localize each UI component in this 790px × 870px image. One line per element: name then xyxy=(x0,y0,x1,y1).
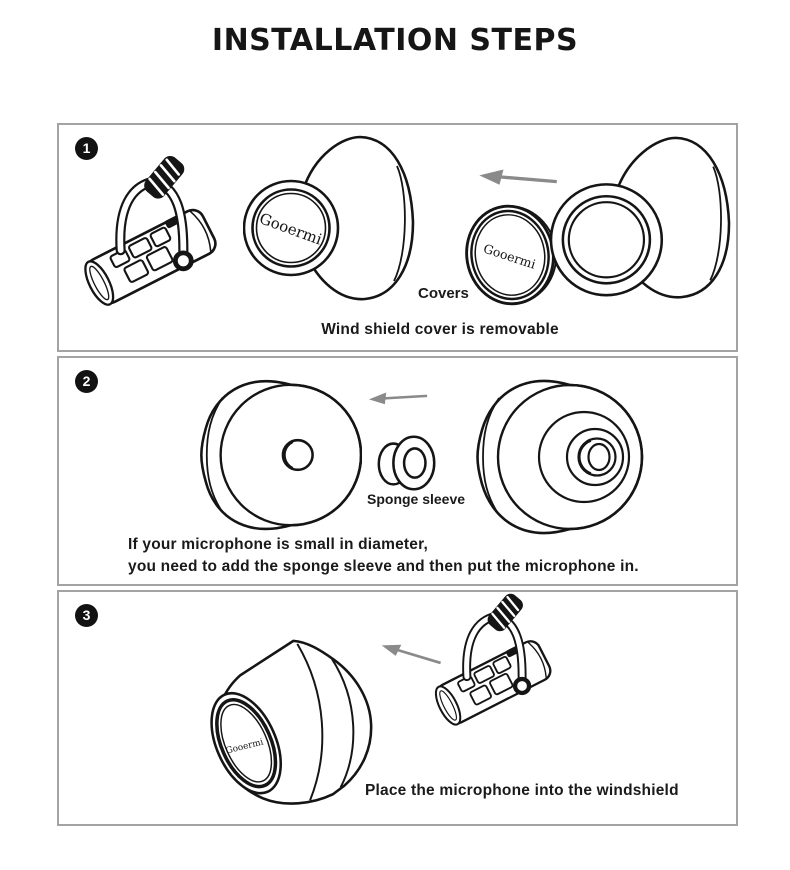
windshield-rear-illustration xyxy=(192,366,362,546)
cover-disc-illustration xyxy=(462,202,558,308)
windshield-with-cover-illustration xyxy=(243,130,418,310)
brand-logo-text: Gooermi xyxy=(224,737,265,757)
step-1-number: 1 xyxy=(82,140,91,156)
covers-label: Covers xyxy=(418,285,469,302)
step-3-number-badge xyxy=(75,604,98,627)
arrow-left-icon xyxy=(366,389,430,407)
windshield-three-quarter-illustration xyxy=(195,633,377,815)
page-title: INSTALLATION STEPS xyxy=(211,23,579,58)
brand-logo-text: Gooermi xyxy=(481,240,538,272)
step-2-number: 2 xyxy=(82,373,91,389)
microphone-illustration xyxy=(425,592,557,738)
step-2-number-badge xyxy=(75,370,98,393)
step-2-caption-line-1: If your microphone is small in diameter, xyxy=(128,536,428,553)
step-1-caption: Wind shield cover is removable xyxy=(321,321,559,338)
microphone-illustration xyxy=(73,147,223,327)
sponge-sleeve-illustration xyxy=(372,427,442,500)
windshield-with-sponge-illustration xyxy=(466,366,661,548)
step-1-panel xyxy=(57,123,738,352)
brand-logo-text: Gooermi xyxy=(256,209,325,249)
step-2-panel xyxy=(57,356,738,586)
windshield-open-illustration xyxy=(547,129,735,309)
sponge-sleeve-label: Sponge sleeve xyxy=(367,491,466,507)
step-3-number: 3 xyxy=(82,607,91,623)
step-2-caption-line-2: you need to add the sponge sleeve and then put the microphone in. xyxy=(128,558,639,575)
step-3-caption: Place the microphone into the windshield xyxy=(365,782,679,799)
step-3-panel xyxy=(57,590,738,826)
